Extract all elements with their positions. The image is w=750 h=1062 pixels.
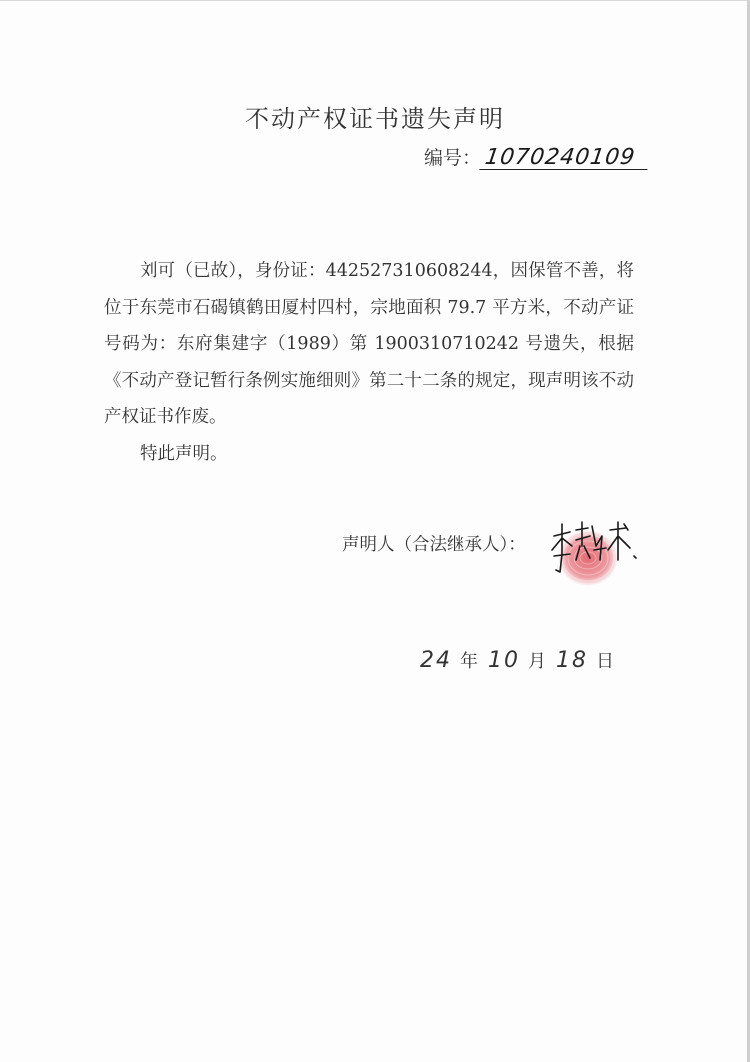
serial-value: 1070240109 [479,147,650,170]
statement-paragraph: 刘可（已故），身份证：442527310608244，因保管不善，将位于东莞市石碣镇鹤田厦村四村，宗地面积 79.7 平方米，不动产证号码为：东府集建字（1989）第 1900310710242 号遗失，根据《不动产登记暂行条例实施细则》第二十二条的规定，现声明该不动产权证书作废。 [104,261,634,427]
date-line [420,647,624,673]
signature-area [540,516,650,596]
serial-label: 编号： [424,147,482,169]
date-month: 10 [488,648,520,673]
document-title: 不动产权证书遗失声明 [245,105,505,133]
statement-body [104,253,634,472]
date-day-unit: 日 [596,651,616,672]
date-year: 24 [420,648,452,673]
serial-number-line [424,143,649,170]
date-day: 18 [556,648,588,673]
handwritten-signature [540,516,650,596]
closing-text: 特此声明。 [140,443,228,464]
date-year-unit: 年 [460,651,480,672]
date-month-unit: 月 [528,651,548,672]
declarant-label: 声明人（合法继承人）： [342,535,526,555]
